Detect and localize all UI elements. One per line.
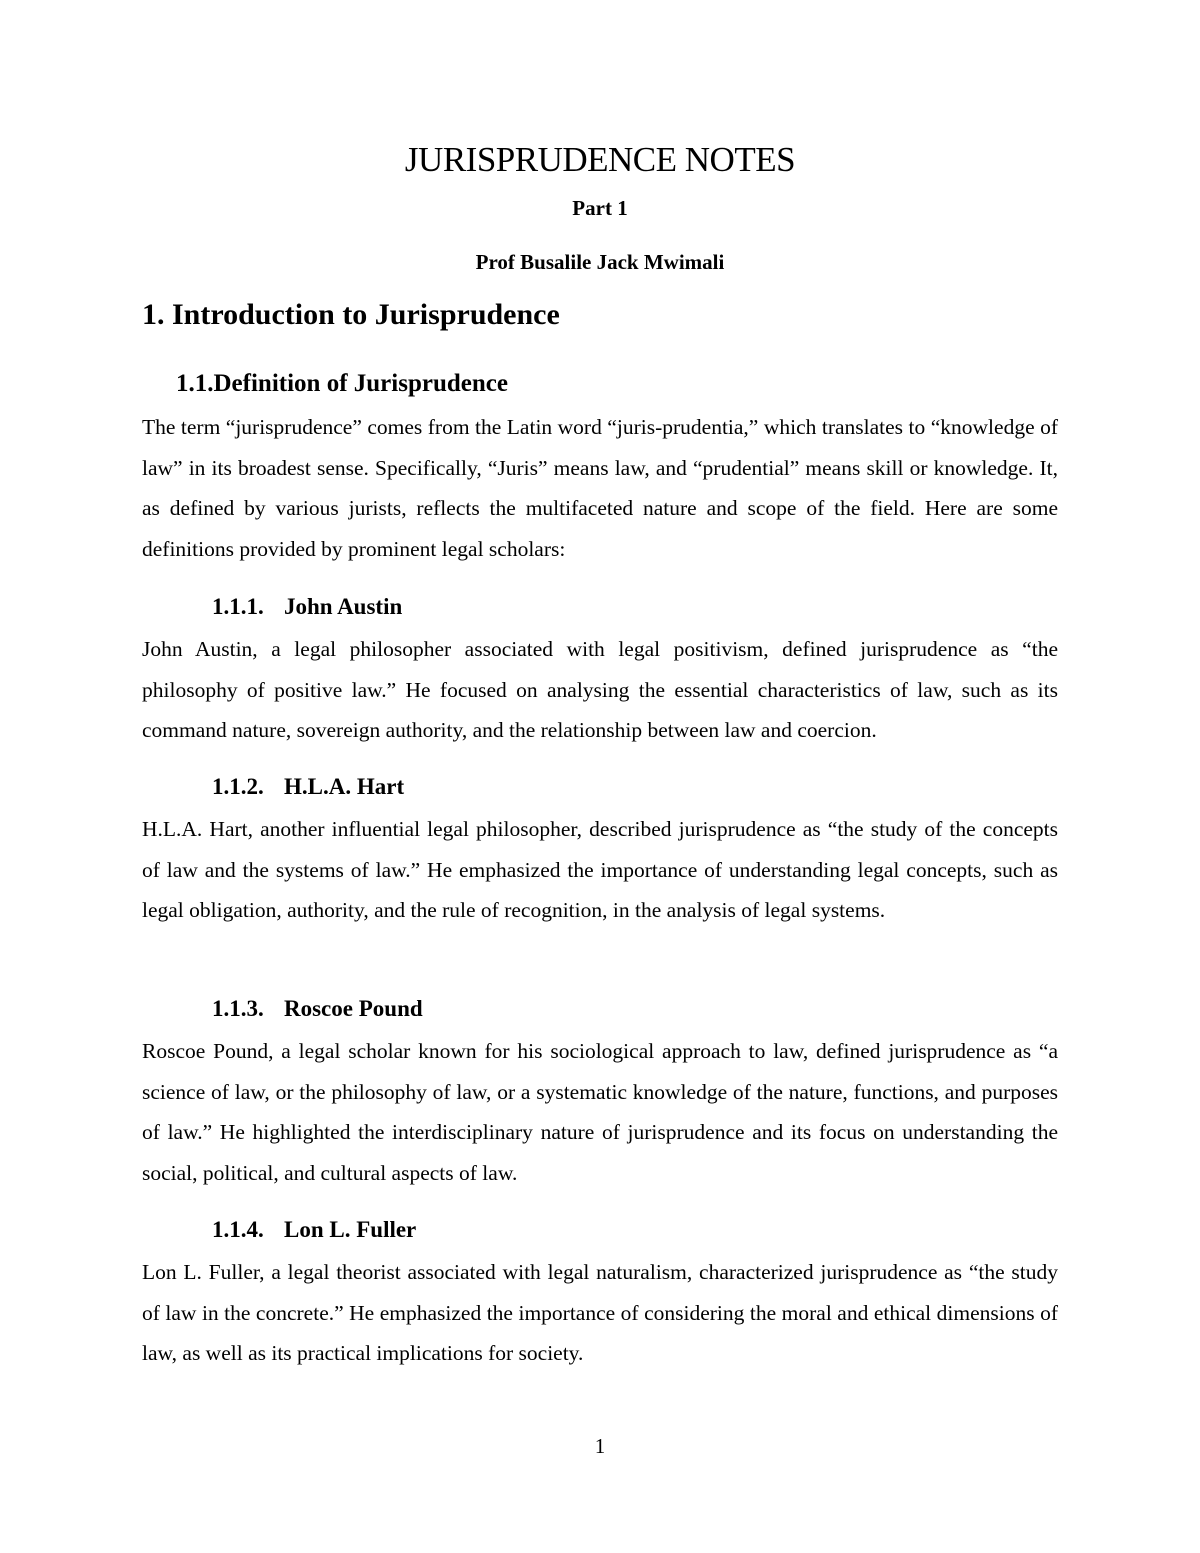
subsection-heading-hart [212,774,404,800]
subsection-title: Roscoe Pound [284,996,423,1021]
subsection-number: 1.1.2. [212,774,264,799]
subsection-paragraph-fuller: Lon L. Fuller, a legal theorist associated with legal naturalism, characterized jurisprudence as “the study of law in the concrete.” He emphasized the importance of considering the moral and ethical dimensions of law, as well as its practical implications for society. [142,1260,1058,1365]
subsection-paragraph-hart: H.L.A. Hart, another influential legal philosopher, described jurisprudence as “the study of the concepts of law and the systems of law.” He emphasized the importance of understanding legal concepts, such as legal obligation, authority, and the rule of recognition, in the analysis of legal systems. [142,817,1058,922]
subsection-heading-fuller [212,1217,416,1243]
subsection-heading-austin [212,594,402,620]
subsection-title: Lon L. Fuller [284,1217,417,1242]
subsection-heading-pound [212,996,423,1022]
subsection-number: 1.1.3. [212,996,264,1021]
chapter-number: 1. [142,298,165,331]
subsection-title: John Austin [284,594,403,619]
subsection-title: H.L.A. Hart [284,774,405,799]
section-number: 1.1. [176,370,214,397]
subsection-paragraph-austin: John Austin, a legal philosopher associated with legal positivism, defined jurisprudence as “the philosophy of positive law.” He focused on analysing the essential characteristics of law, such as its command nature, sovereign authority, and the relationship between law and coercion. [142,637,1058,742]
subsection-number: 1.1.4. [212,1217,264,1242]
chapter-heading [142,298,560,332]
part-label: Part 1 [572,196,628,220]
chapter-title: Introduction to Jurisprudence [172,298,560,331]
author-name: Prof Busalile Jack Mwimali [475,250,725,274]
section-title: Definition of Jurisprudence [213,370,508,397]
subsection-number: 1.1.1. [212,594,264,619]
subsection-paragraph-pound: Roscoe Pound, a legal scholar known for his sociological approach to law, defined jurisprudence as “a science of law, or the philosophy of law, or a systematic knowledge of the nature, functions, and purposes of law.” He highlighted the interdisciplinary nature of jurisprudence and its focus on understanding the social, political, and cultural aspects of law. [142,1039,1058,1185]
section-paragraph: The term “jurisprudence” comes from the Latin word “juris-prudentia,” which translates to “knowledge of law” in its broadest sense. Specifically, “Juris” means law, and “prudential” means skill or knowledge. It, as defined by various jurists, reflects the multifaceted nature and scope of the field. Here are some definitions provided by prominent legal scholars: [142,415,1058,561]
section-heading [176,370,508,398]
document-title: JURISPRUDENCE NOTES [404,140,796,179]
page-number: 1 [594,1434,606,1458]
